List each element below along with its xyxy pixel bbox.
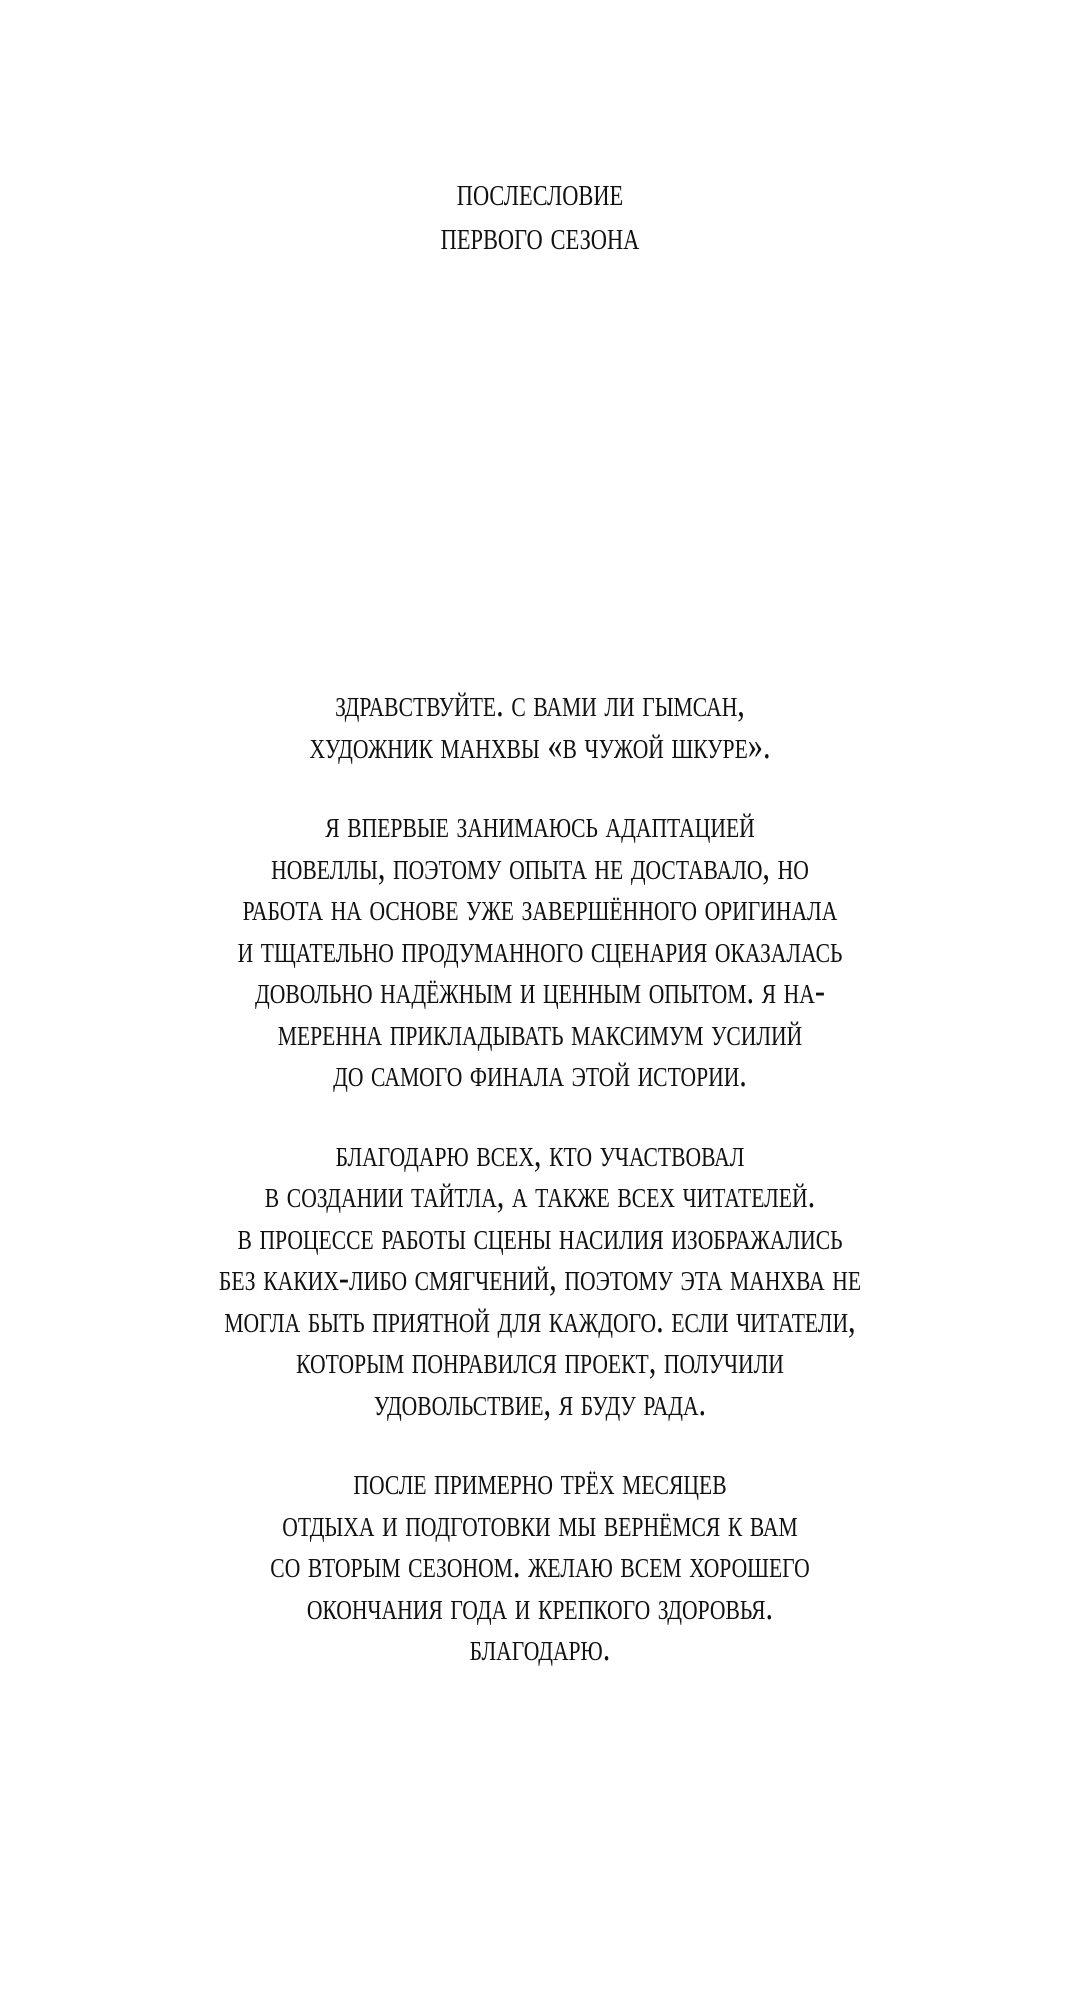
text-line: и тщательно продуманного сценария оказалась [237,928,843,971]
text-line: отдыха и подготовки мы вернёмся к вам [282,1502,798,1545]
text-line: здравствуйте. с вами ли гымсан, [335,683,745,725]
text-line: новеллы, поэтому опыта не доставало, но [271,845,809,888]
text-line: до самого финала этой истории. [333,1053,747,1095]
text-line: работа на основе уже завершённого оригинала [242,887,838,929]
paragraph-closing [108,1462,972,1670]
text-line: в процессе работы сцены насилия изображались [237,1215,843,1258]
text-line: в создании тайтла, а также всех читателей. [264,1174,816,1216]
paragraph-thanks [108,1134,972,1425]
text-line: могла быть приятной для каждого. если читатели, [224,1298,856,1341]
text-line: благодарю всех, кто участвовал [335,1132,745,1175]
text-line: после примерно трёх месяцев [353,1461,727,1503]
title-line: послесловие [456,169,624,214]
paragraph-experience [108,805,972,1096]
text-line: благодарю. [469,1627,611,1669]
text-line: довольно надёжным и ценным опытом. я на- [255,970,825,1012]
afterword-body [0,684,1080,1708]
title-line: первого сезона [440,213,640,258]
text-line: которым понравился проект, получили [296,1340,784,1382]
text-line: меренна прикладывать максимум усилий [277,1011,803,1054]
text-line: я впервые занимаюсь адаптацией [325,804,755,846]
page-title [108,170,972,258]
text-line: окончания года и крепкого здоровья. [306,1585,774,1628]
text-line: художник манхвы «в чужой шкуре». [309,724,771,767]
text-line: без каких-либо смягчений, поэтому эта манхва не [218,1257,862,1299]
text-line: удовольствие, я буду рада. [373,1381,707,1424]
paragraph-greeting [108,684,972,767]
text-line: со вторым сезоном. желаю всем хорошего [270,1544,810,1586]
